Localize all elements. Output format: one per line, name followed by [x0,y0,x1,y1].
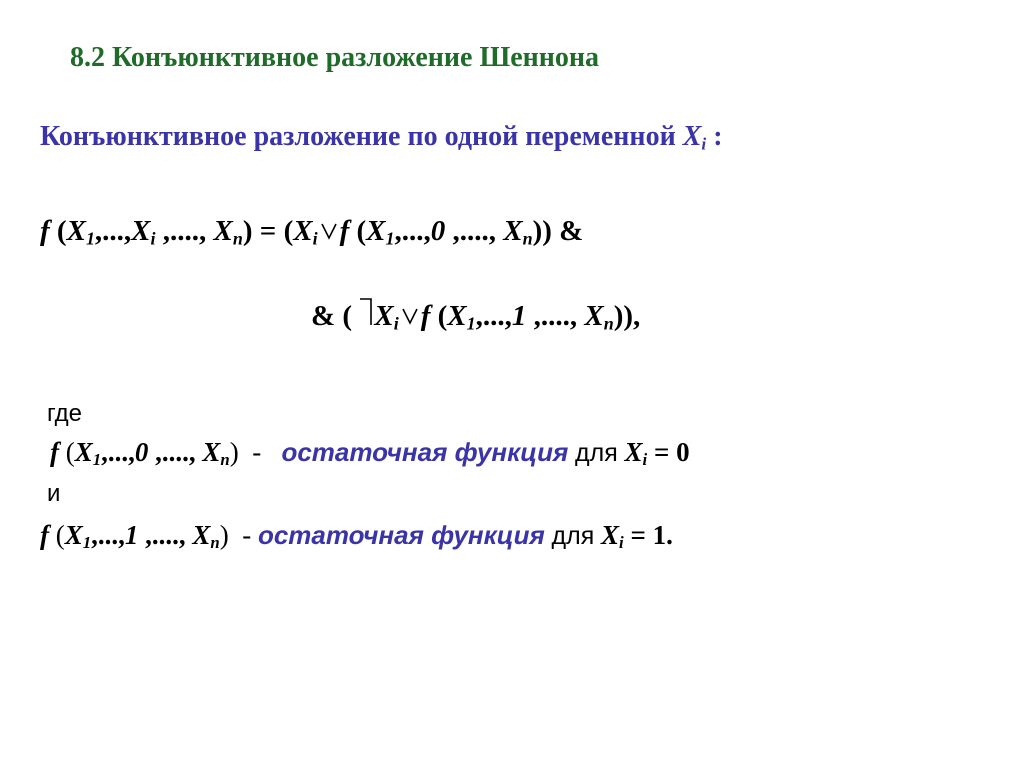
residual-function-term: остаточная функция [257,520,545,550]
or-symbol [400,301,420,334]
subtitle-colon: : [706,121,723,152]
subtitle-variable: $X_i$ [682,121,707,154]
residual-line-one: f ($X_1,...,1$ ,...., $X_n$) - остаточная функция для $X_i = 1$. [40,520,673,553]
residual-function-term: остаточная функция [281,437,569,467]
negation-symbol [359,297,373,335]
subtitle-text: Конъюнктивное разложение по одной переменной [40,121,676,152]
formula-line-1: f ($X_1,...,X_i$ ,...., $X_n) = (X_i$ f ($X_1,...,0$ ,...., $X_n$)) & [40,215,584,249]
where-label: где [47,400,83,427]
subtitle [40,121,723,153]
residual-line-zero: f ($X_1,...,0$ ,...., $X_n$) - остаточная функция для $X_i = 0$ [50,437,690,470]
or-symbol [319,216,339,249]
and-label: и [47,480,61,507]
slide-title: 8.2 Конъюнктивное разложение Шеннона [70,42,600,73]
formula-line-2: & ( $X_i$ f ($X_1,...,1$ ,...., $X_n$)), [311,297,640,335]
